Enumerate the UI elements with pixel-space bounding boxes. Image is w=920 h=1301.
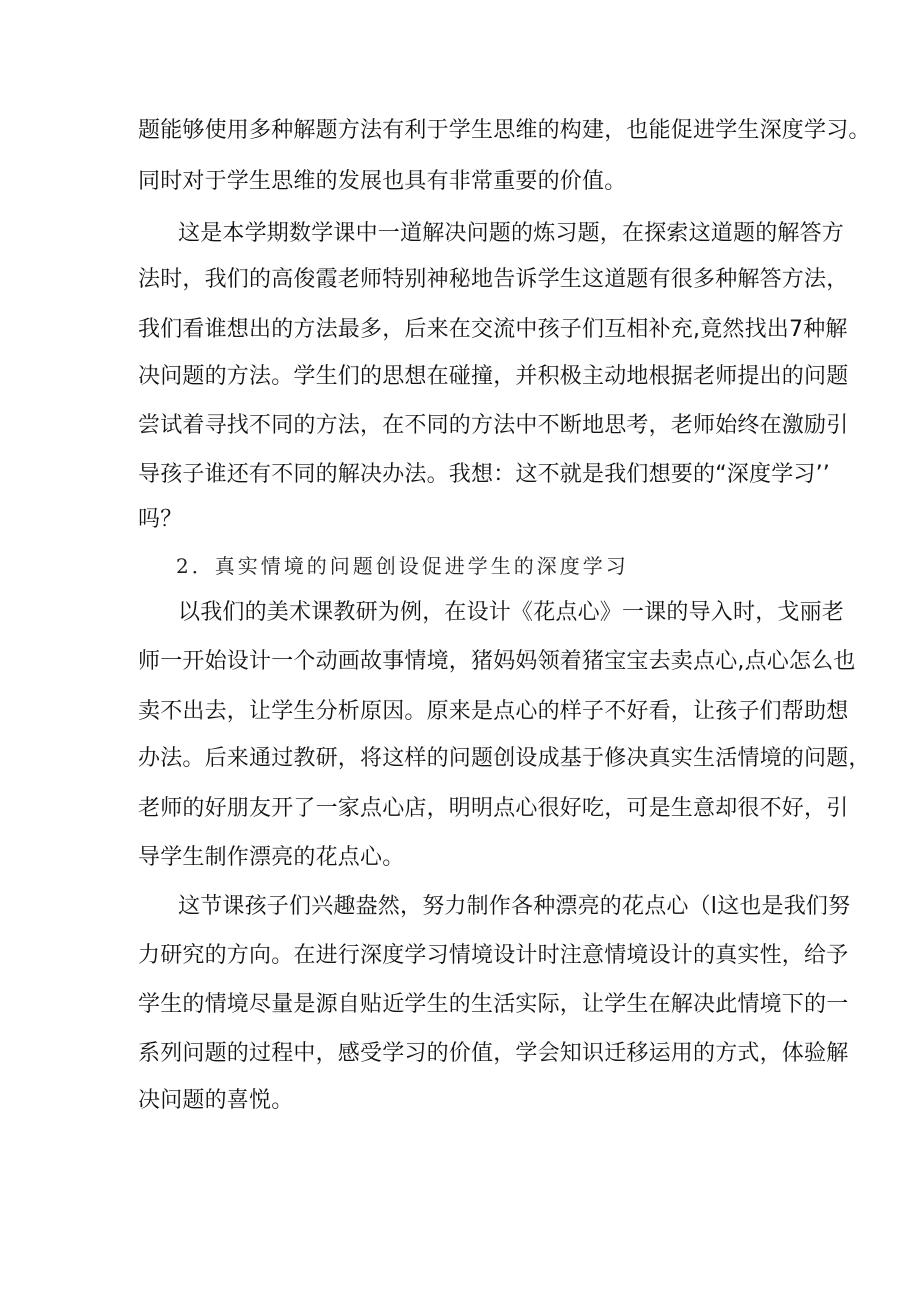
paragraph-line: 这节课孩子们兴趣盎然，努力制作各种漂亮的花点心（l这也是我们努 <box>178 894 851 919</box>
paragraph-line: 这是本学期数学课中一道解决问题的炼习题，在探索这道题的解答方 <box>178 221 845 246</box>
section-heading: 2．真实情境的问题创设促进学生的深度学习 <box>176 554 629 578</box>
paragraph-line: 尝试着寻找不同的方法，在不同的方法中不断地思考，老师始终在激励引 <box>138 413 849 438</box>
paragraph-line: 师一开始设计一个动画故事情境，猪妈妈领着猪宝宝去卖点心,点心怎么也 <box>138 649 856 674</box>
paragraph-line: 题能够使用多种解题方法有利于学生思维的构建，也能促进学生深度学习。 <box>138 118 871 143</box>
paragraph-line: 同时对于学生思维的发展也具有非常重要的价值。 <box>138 169 627 194</box>
paragraph-line: 学生的情境尽量是源自贴近学生的生活实际，让学生在解决此情境下的一 <box>138 992 849 1017</box>
paragraph-line: 导学生制作漂亮的花点心。 <box>138 845 405 870</box>
paragraph-line: 导孩子谁还有不同的解决办法。我想：这不就是我们想要的“深度学习’’ <box>138 462 830 487</box>
paragraph-line: 吗？ <box>138 507 183 532</box>
paragraph-line: 决问题的方法。学生们的思想在碰撞，并积极主动地根据老师提出的问题 <box>138 364 849 389</box>
paragraph-line: 我们看谁想出的方法最多，后来在交流中孩子们互相补充,竟然找出7种解 <box>138 317 848 342</box>
paragraph-line: 法时，我们的高俊霞老师特别神秘地告诉学生这道题有很多种解答方法， <box>138 267 849 292</box>
paragraph-line: 以我们的美术课教研为例，在设计《花点心》一课的导入时，戈丽老 <box>178 600 845 625</box>
paragraph-line: 决问题的喜悦。 <box>138 1088 294 1113</box>
paragraph-line: 系列问题的过程中，感受学习的价值，学会知识迁移运用的方式，体验解 <box>138 1041 849 1066</box>
paragraph-line: 卖不出去，让学生分析原因。原来是点心的样子不好看，让孩子们帮助想 <box>138 699 849 724</box>
paragraph-line: 力研究的方向。在进行深度学习情境设计时注意情境设计的真实性，给予 <box>138 943 849 968</box>
paragraph-line: 办法。后来通过教研，将这样的问题创设成基于修决真实生活情境的问题， <box>138 746 871 771</box>
paragraph-line: 老师的好朋友开了一家点心店，明明点心很好吃，可是生意却很不好，引 <box>138 796 849 821</box>
